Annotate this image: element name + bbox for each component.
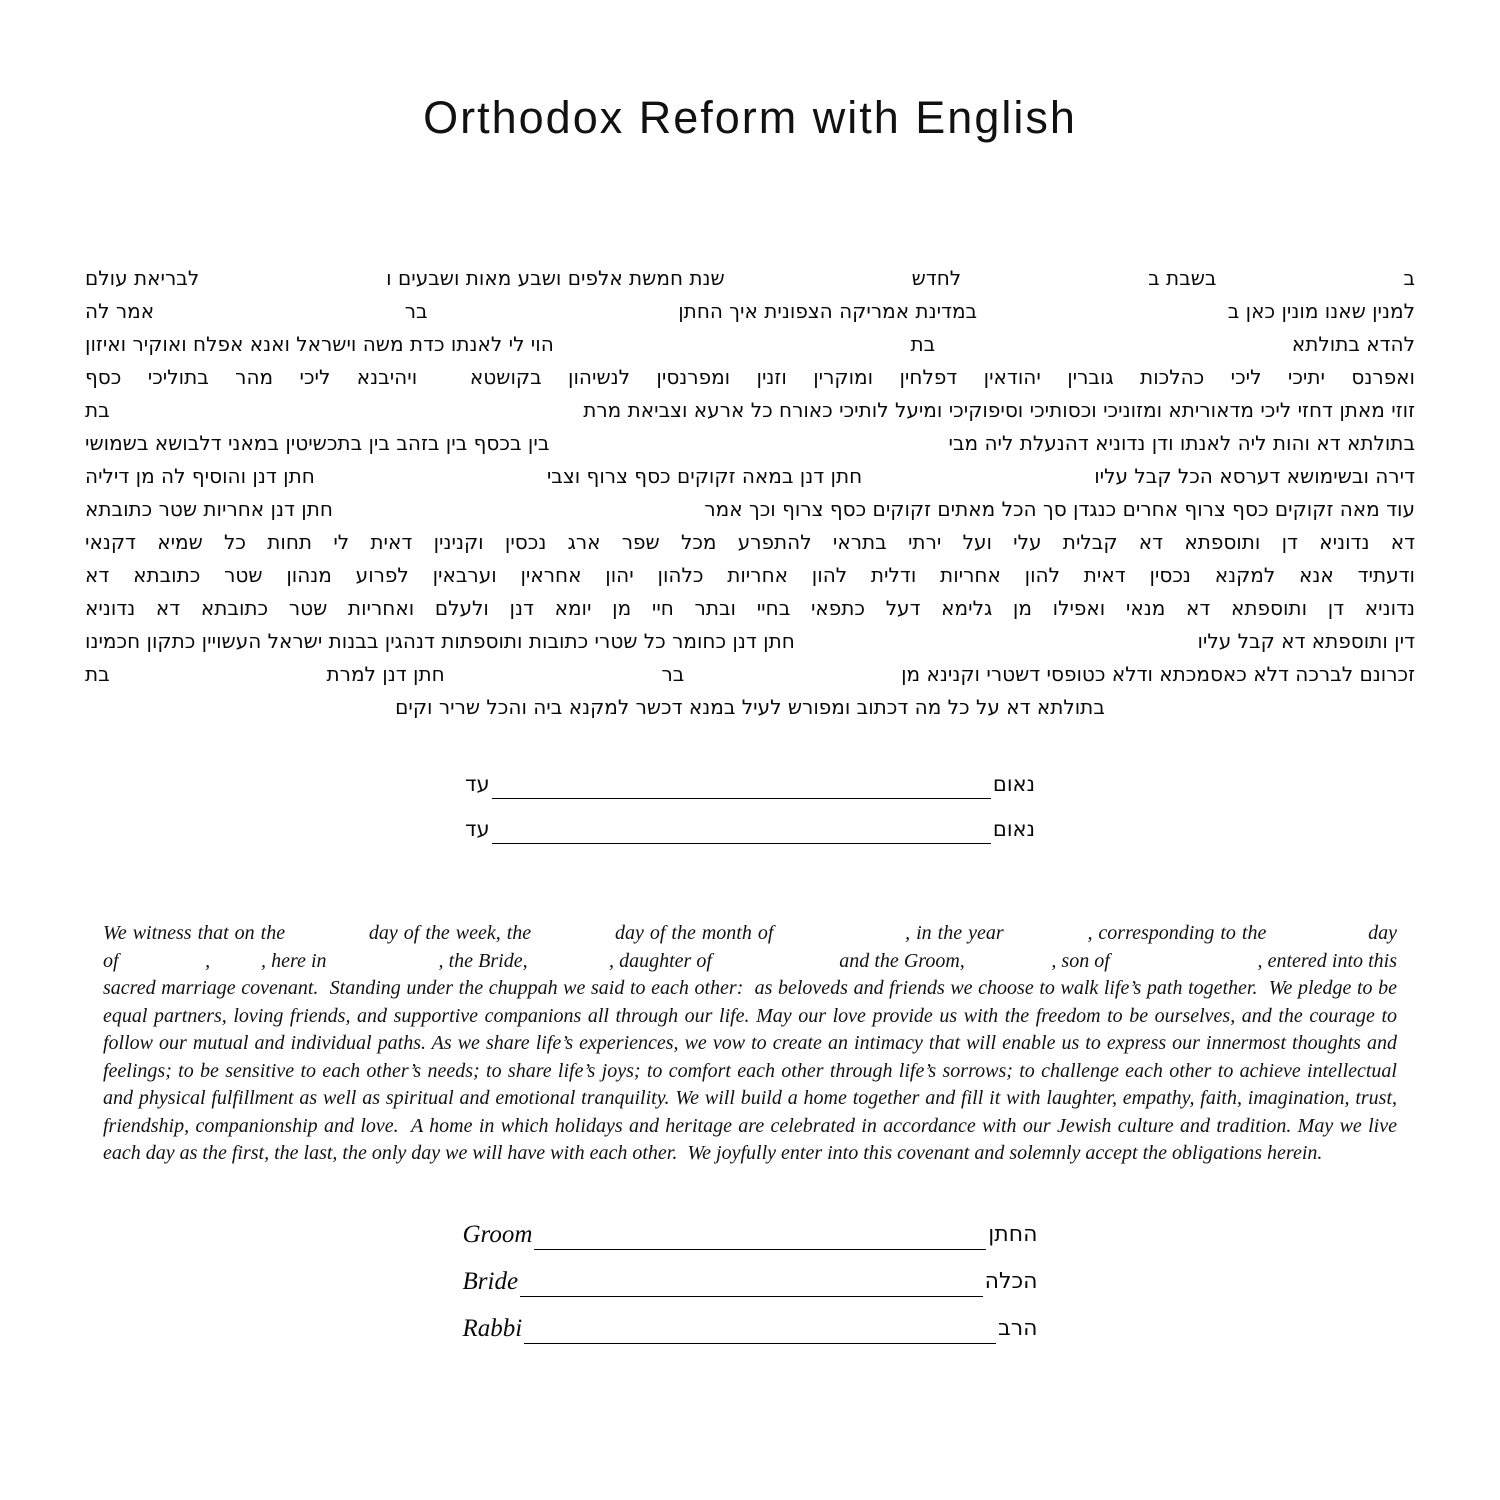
hebrew-segment: שנת חמשת אלפים ושבע מאות ושבעים ו [386, 266, 725, 290]
hebrew-segment: בר [661, 662, 685, 686]
bride-signature-row [463, 1267, 1038, 1297]
rabbi-signature-line [524, 1319, 996, 1344]
hebrew-segment: הוי לי לאנתו כדת משה וישראל ואנא אפלח ואוקיר ואיזון [85, 332, 554, 356]
hebrew-segment: דירה ובשימושא דערסא הכל קבל עליו [1094, 464, 1415, 488]
hebrew-segment: חתן דנן למרת [326, 662, 445, 686]
hebrew-segment: בתולתא דא והות ליה לאנתו ודן נדוניא דהנעלת ליה מבי [948, 431, 1415, 455]
hebrew-line: ודעתיד אנא למקנא נכסין דאית להון אחריות ודלית להון אחריות כלהון יהון אחראין וערבאין לפרוע מנהון שטר כתובתא דא [85, 563, 1415, 587]
hebrew-line [85, 295, 1415, 328]
hebrew-segment: בין בכסף בין בזהב בין בתכשיטין במאני דלבושא בשמושי [85, 431, 550, 455]
hebrew-segment: בת [85, 662, 110, 686]
signature-block [0, 1220, 1500, 1344]
hebrew-segment: דין ותוספתא דא קבל עליו [1197, 629, 1415, 653]
naum-label: נאום [992, 772, 1035, 796]
hebrew-line [85, 658, 1415, 691]
ed-label: עד [465, 817, 490, 841]
hebrew-segment: חתן דנן אחריות שטר כתובתא [85, 497, 333, 521]
hebrew-line [85, 328, 1415, 361]
hebrew-segment: זכרונם לברכה דלא כאסמכתא ודלא כטופסי דשטרי וקנינא מן [901, 662, 1415, 686]
witness-signature-block [0, 770, 1500, 844]
hebrew-segment: לבריאת עולם [85, 266, 200, 290]
hebrew-segment: בת [910, 332, 936, 356]
hebrew-segment: ב [1403, 266, 1415, 290]
bride-hebrew-label: הכלה [984, 1268, 1038, 1294]
hebrew-segment: להדא בתולתא [1291, 332, 1415, 356]
groom-signature-row [463, 1220, 1038, 1250]
bride-signature-line [520, 1272, 983, 1297]
hebrew-segment: חתן דנן והוסיף לה מן דיליה [85, 464, 315, 488]
rabbi-signature-row [463, 1314, 1038, 1344]
hebrew-line [85, 460, 1415, 493]
witness-signature-line [492, 774, 991, 799]
hebrew-line: ואפרנס יתיכי ליכי כהלכות גוברין יהודאין דפלחין ומוקרין וזנין ומפרנסין לנשיהון בקושטא ויהיבנא ליכי מהר בתוליכי כסף [85, 365, 1415, 389]
hebrew-segment: חתן דנן במאה זקוקים כסף צרוף וצבי [546, 464, 863, 488]
hebrew-line [85, 262, 1415, 295]
witness-signature-row [465, 770, 1035, 799]
english-covenant-paragraph: We witness that on the day of the week, the day of the month of , in the year , corresponding to the day of , , here in , the Bride, , daughter of and the Groom, , son of , entered into this sacred marriage covenant. Standing under the chuppah we said to each other: as beloveds and friends we choose to walk life’s path together. We pledge to be equal partners, loving friends, and supportive companions all through our life. May our love provide us with the freedom to be ourselves, and the courage to follow our mutual and individual paths. As we share life’s experiences, we vow to create an intimacy that will enable us to express our innermost thoughts and feelings; to be sensitive to each other’s needs; to share life’s joys; to comfort each other through life’s sorrows; to challenge each other to achieve intellectual and physical fulfillment as well as spiritual and emotional tranquility. We will build a home together and fill it with laughter, empathy, faith, imagination, trust, friendship, companionship and love. A home in which holidays and heritage are celebrated in accordance with our Jewish culture and tradition. May we live each day as the first, the last, the only day we will have with each other. We joyfully enter into this covenant and solemnly accept the obligations herein. [103, 922, 1397, 1164]
witness-signature-line [492, 819, 991, 844]
rabbi-label: Rabbi [462, 1314, 523, 1342]
groom-label: Groom [462, 1220, 533, 1248]
page-title: Orthodox Reform with English [423, 92, 1077, 143]
naum-label: נאום [992, 817, 1035, 841]
hebrew-line: דא נדוניא דן ותוספתא דא קבלית עלי ועל ירתי בתראי להתפרע מכל שפר ארג נכסין וקנינין דאית לי תחות כל שמיא דקנאי [85, 530, 1415, 554]
hebrew-line: נדוניא דן ותוספתא דא מנאי ואפילו מן גלימא דעל כתפאי בחיי ובתר חיי מן יומא דנן ולעלם ואחריות שטר כתובתא דא נדוניא [85, 596, 1415, 620]
hebrew-segment: בשבת ב [1148, 266, 1217, 290]
hebrew-segment: בר [404, 299, 428, 323]
hebrew-segment: לחדש [911, 266, 962, 290]
ed-label: עד [465, 772, 490, 796]
hebrew-segment: אמר לה [85, 299, 155, 323]
groom-hebrew-label: החתן [988, 1221, 1038, 1247]
hebrew-contract [85, 262, 1415, 724]
hebrew-segment: בת [85, 398, 110, 422]
hebrew-segment: עוד מאה זקוקים כסף צרוף אחרים כנגדן סך הכל מאתים זקוקים כסף צרוף וכך אמר [704, 497, 1415, 521]
hebrew-line: בתולתא דא על כל מה דכתוב ומפורש לעיל במנא דכשר למקנא ביה והכל שריר וקים [395, 695, 1105, 719]
rabbi-hebrew-label: הרב [997, 1315, 1038, 1341]
hebrew-line [85, 625, 1415, 658]
hebrew-line [85, 394, 1415, 427]
hebrew-line [85, 427, 1415, 460]
bride-label: Bride [462, 1267, 519, 1295]
hebrew-line [85, 493, 1415, 526]
witness-signature-row [465, 815, 1035, 844]
hebrew-segment: במדינת אמריקה הצפונית איך החתן [678, 299, 978, 323]
hebrew-segment: חתן דנן כחומר כל שטרי כתובות ותוספתות דנהגין בבנות ישראל העשויין כתקון חכמינו [85, 629, 795, 653]
groom-signature-line [534, 1225, 986, 1250]
hebrew-segment: זוזי מאתן דחזי ליכי מדאוריתא ומזוניכי וכסותיכי וסיפוקיכי ומיעל לותיכי כאורח כל ארעא וצביאת מרת [583, 398, 1415, 422]
hebrew-segment: למנין שאנו מונין כאן ב [1227, 299, 1415, 323]
